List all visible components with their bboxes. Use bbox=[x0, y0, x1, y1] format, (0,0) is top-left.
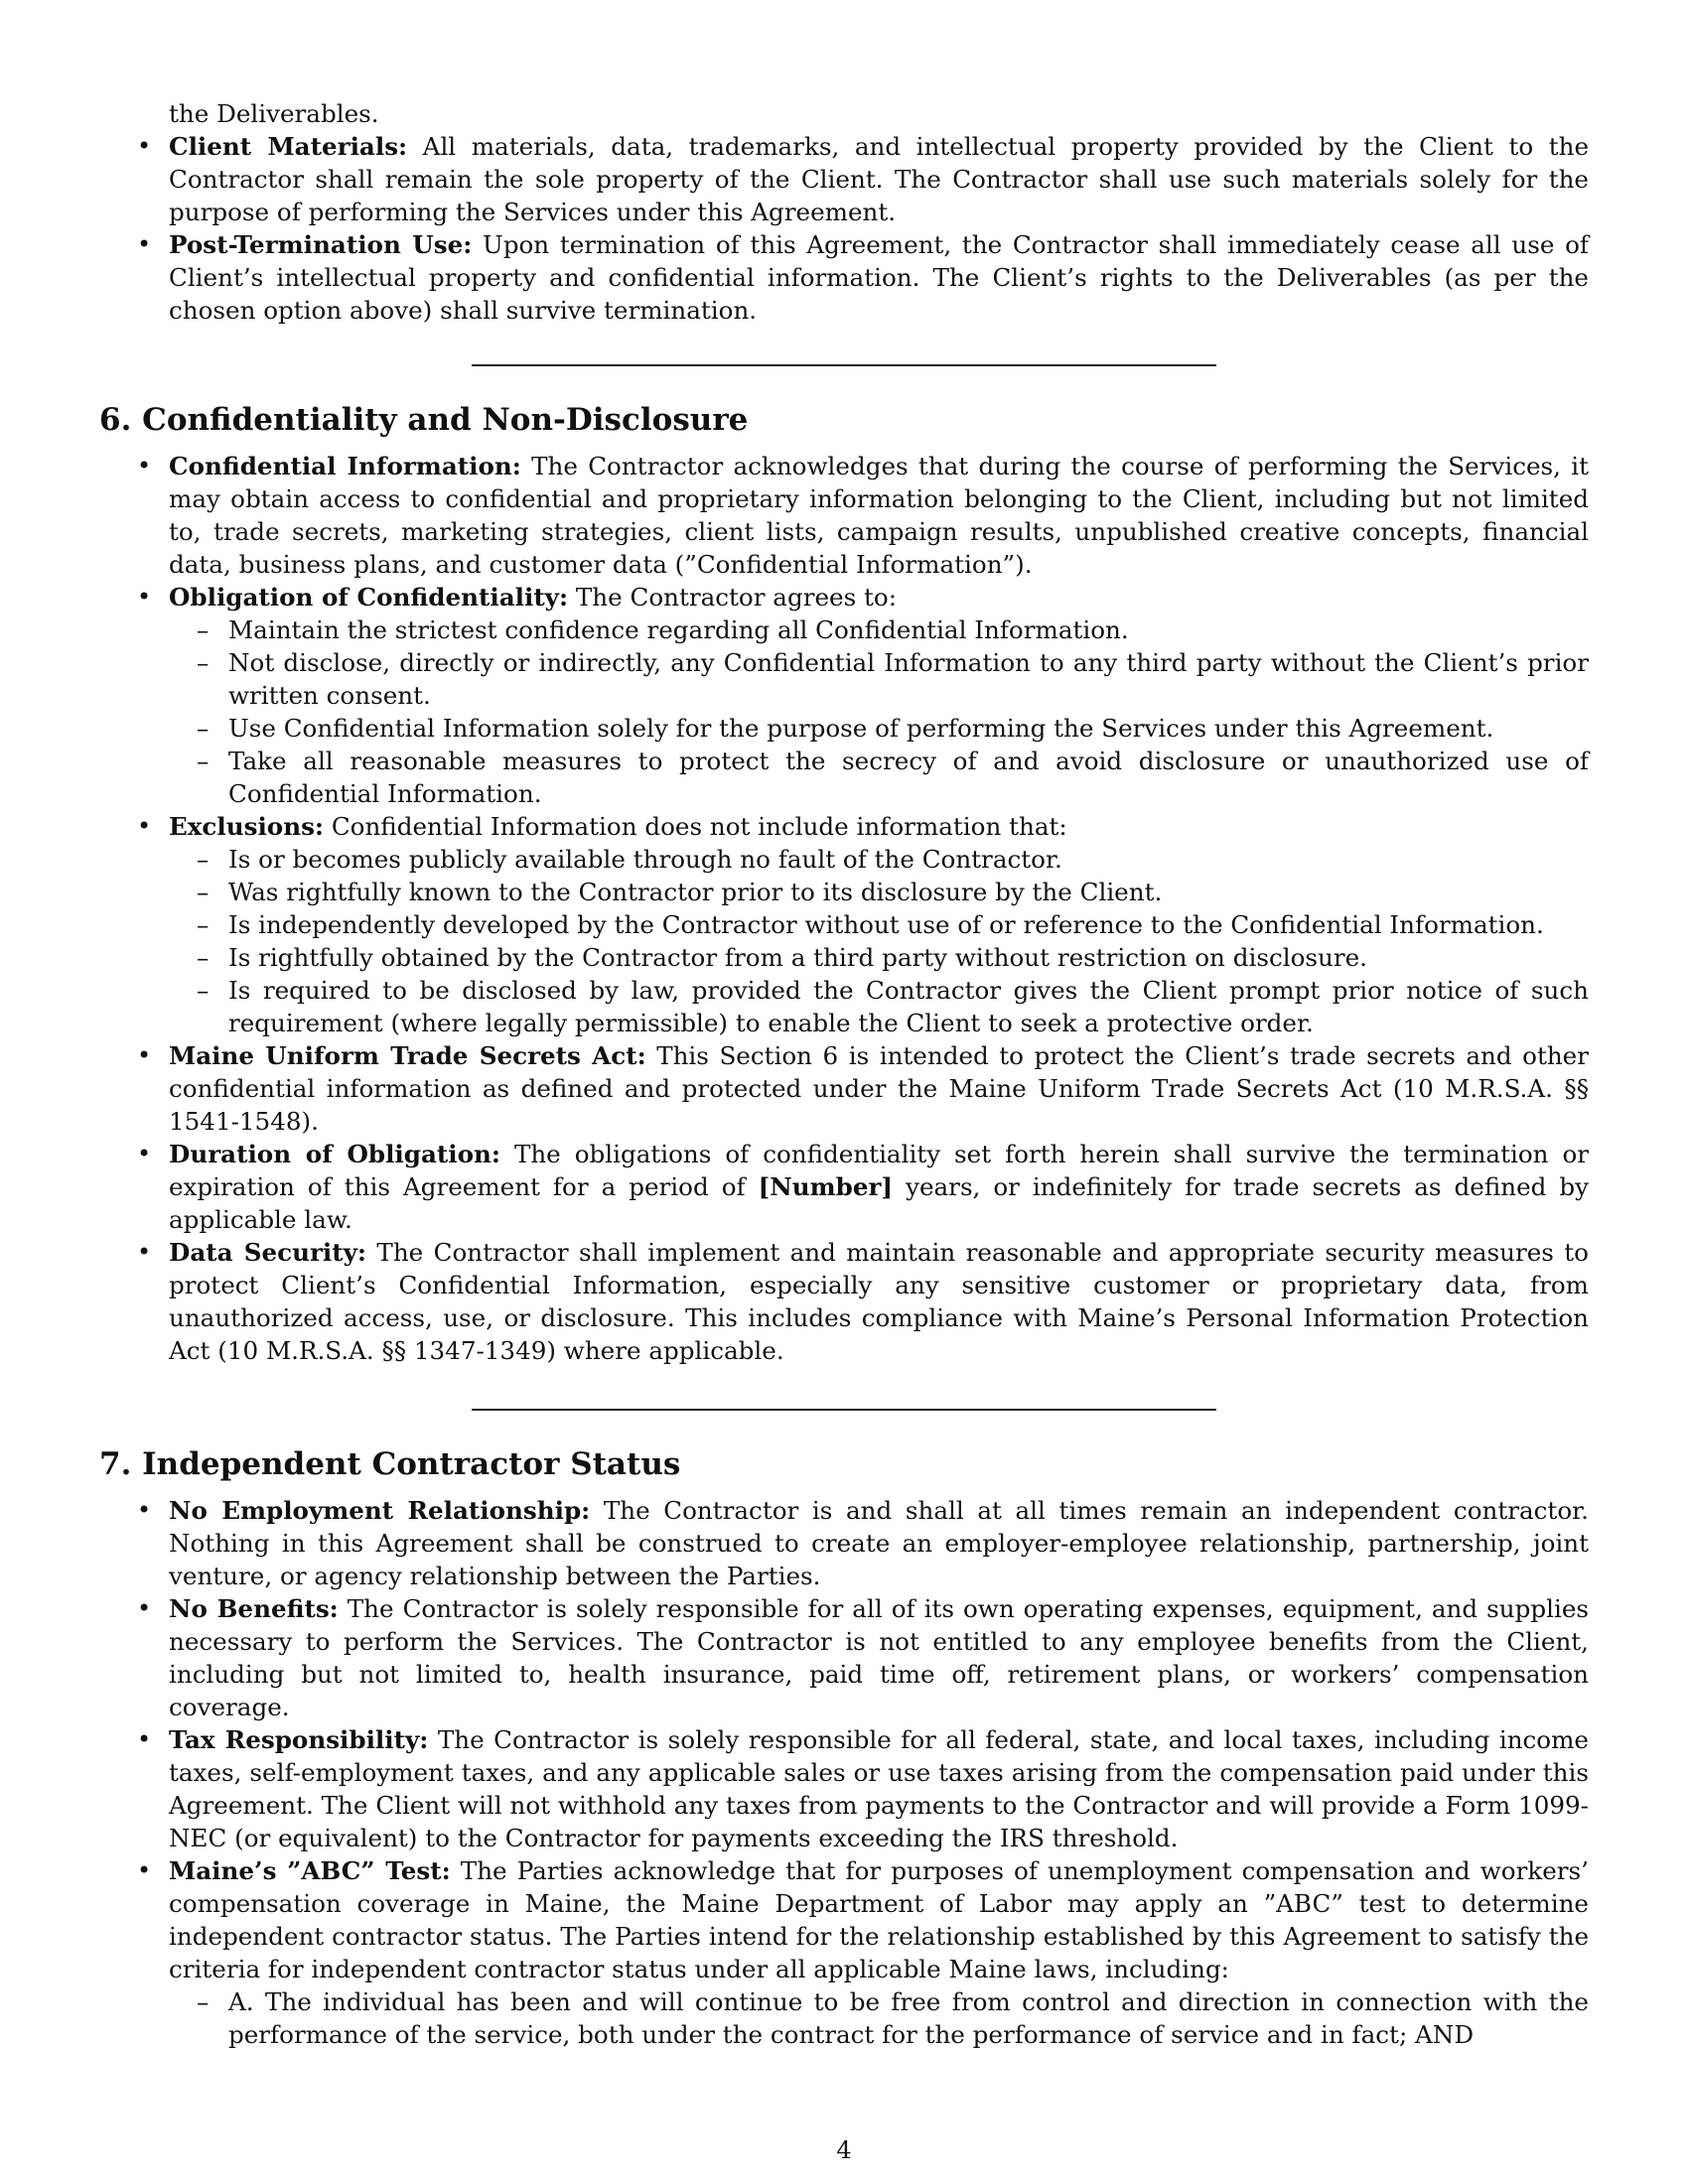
sub-item: – Use Confidential Information solely for the purpose of performing the Services under this Agreement. bbox=[169, 712, 1589, 745]
list-item bbox=[99, 97, 1589, 130]
list-item bbox=[99, 1494, 1589, 1592]
section-divider bbox=[472, 1409, 1216, 1411]
list-item bbox=[99, 450, 1589, 581]
item-label: Maine Uniform Trade Secrets Act: bbox=[169, 1041, 646, 1070]
document-body bbox=[99, 97, 1589, 2051]
item-text: Upon termination of this Agreement, the Contractor shall immediately cease all use of Client’s intellectual property and confidential information. The Client’s rights to the Deliverables (as per the chosen option above) shall survive termination. bbox=[169, 230, 1589, 325]
list-item bbox=[99, 130, 1589, 228]
continuation-text: the Deliverables. bbox=[169, 99, 379, 128]
sub-item: – Take all reasonable measures to protect the secrecy of and avoid disclosure or unauthorized use of Confidential Information. bbox=[169, 745, 1589, 810]
item-label: Data Security: bbox=[169, 1238, 367, 1267]
sub-item: – Maintain the strictest confidence regarding all Confidential Information. bbox=[169, 614, 1589, 646]
section6-heading: 6. Confidentiality and Non-Disclosure bbox=[99, 402, 749, 438]
section7-list bbox=[99, 1494, 1589, 2051]
sub-item: – Is required to be disclosed by law, provided the Contractor gives the Client prompt prior notice of such requirement (where legally permissible) to enable the Client to seek a protective order. bbox=[169, 974, 1589, 1039]
item-text: The Contractor is solely responsible for all of its own operating expenses, equipment, and supplies necessary to perform the Services. The Contractor is not entitled to any employee benefits from the Client, including but not limited to, health insurance, paid time off, retirement plans, or workers’ compensation coverage. bbox=[169, 1594, 1589, 1721]
item-label: No Employment Relationship: bbox=[169, 1496, 591, 1525]
item-label: Confidential Information: bbox=[169, 452, 521, 480]
item-label: Tax Responsibility: bbox=[169, 1725, 429, 1754]
list-item bbox=[99, 1138, 1589, 1236]
item-text: This Section 6 is intended to protect the Client’s trade secrets and other confidential information as defined and protected under the Maine Uniform Trade Secrets Act (10 M.R.S.A. §§ 1541-1548). bbox=[169, 1041, 1589, 1136]
item-text: The Contractor agrees to: bbox=[568, 583, 897, 612]
sub-item: – Is rightfully obtained by the Contractor from a third party without restriction on disclosure. bbox=[169, 941, 1589, 974]
list-item bbox=[99, 228, 1589, 327]
item-text: The obligations of confidentiality set forth herein shall survive the termination or expiration of this Agreement for a period of bbox=[169, 1140, 1590, 1201]
item-text: The Contractor is solely responsible for all federal, state, and local taxes, including income taxes, self-employment taxes, and any applicable sales or use taxes arising from the compensation paid under this Agreement. The Client will not withhold any taxes from payments to the Contractor and will provide a Form 1099-NEC (or equivalent) to the Contractor for payments exceeding the IRS threshold. bbox=[169, 1725, 1589, 1852]
page-number: 4 bbox=[836, 2136, 852, 2164]
sub-item: – Is independently developed by the Contractor without use of or reference to the Confidential Information. bbox=[169, 908, 1589, 941]
section-divider bbox=[472, 364, 1216, 366]
list-item bbox=[99, 1592, 1589, 1723]
item-label: Client Materials: bbox=[169, 132, 408, 161]
item-text: The Parties acknowledge that for purposes of unemployment compensation and workers’ compensation coverage in Maine, the Maine Department of Labor may apply an ”ABC” test to determine independent contractor status. The Parties intend for the relationship established by this Agreement to satisfy the criteria for independent contractor status under all applicable Maine laws, including: bbox=[169, 1856, 1589, 1983]
sub-item: – Was rightfully known to the Contractor prior to its disclosure by the Client. bbox=[169, 876, 1589, 908]
item-text: All materials, data, trademarks, and intellectual property provided by the Client to the Contractor shall remain the sole property of the Client. The Contractor shall use such materials solely for the purpose of performing the Services under this Agreement. bbox=[169, 132, 1589, 226]
sub-item: – A. The individual has been and will continue to be free from control and direction in connection with the performance of the service, both under the contract for the performance of service and in fact; AND bbox=[169, 1985, 1589, 2051]
list-item bbox=[99, 1236, 1589, 1367]
sub-item: – Is or becomes publicly available through no fault of the Contractor. bbox=[169, 843, 1589, 876]
item-label: No Benefits: bbox=[169, 1594, 339, 1623]
list-item bbox=[99, 1039, 1589, 1138]
item-text: The Contractor acknowledges that during the course of performing the Services, it may obtain access to confidential and proprietary information belonging to the Client, including but not limited to, trade secrets, marketing strategies, client lists, campaign results, unpublished creative concepts, financial data, business plans, and customer data (”Confidential Information”). bbox=[169, 452, 1590, 579]
list-item bbox=[99, 1723, 1589, 1854]
list-item bbox=[99, 810, 1589, 1039]
obligation-sublist bbox=[169, 614, 1589, 810]
sub-item: – Not disclose, directly or indirectly, any Confidential Information to any third party without the Client’s prior written consent. bbox=[169, 646, 1589, 712]
section7-heading: 7. Independent Contractor Status bbox=[99, 1446, 681, 1482]
abc-sublist bbox=[169, 1985, 1589, 2051]
item-label: Maine’s ”ABC” Test: bbox=[169, 1856, 451, 1885]
item-text: The Contractor shall implement and maintain reasonable and appropriate security measures to protect Client’s Confidential Information, especially any sensitive customer or proprietary data, from unauthorized access, use, or disclosure. This includes compliance with Maine’s Personal Information Protection Act (10 M.R.S.A. §§ 1347-1349) where applicable. bbox=[169, 1238, 1589, 1365]
section5-list bbox=[99, 97, 1589, 327]
item-text: The Contractor is and shall at all times remain an independent contractor. Nothing in this Agreement shall be construed to create an employer-employee relationship, partnership, joint venture, or agency relationship between the Parties. bbox=[169, 1496, 1589, 1590]
exclusions-sublist bbox=[169, 843, 1589, 1039]
list-item bbox=[99, 1854, 1589, 2051]
number-placeholder: [Number] bbox=[758, 1172, 894, 1201]
item-label: Duration of Obligation: bbox=[169, 1140, 500, 1168]
section6-list bbox=[99, 450, 1589, 1367]
item-text: Confidential Information does not include information that: bbox=[324, 812, 1067, 841]
item-text: years, or indefinitely for trade secrets as defined by applicable law. bbox=[169, 1172, 1589, 1234]
item-label: Exclusions: bbox=[169, 812, 325, 841]
item-label: Obligation of Confidentiality: bbox=[169, 583, 569, 612]
item-label: Post-Termination Use: bbox=[169, 230, 473, 259]
list-item bbox=[99, 581, 1589, 810]
